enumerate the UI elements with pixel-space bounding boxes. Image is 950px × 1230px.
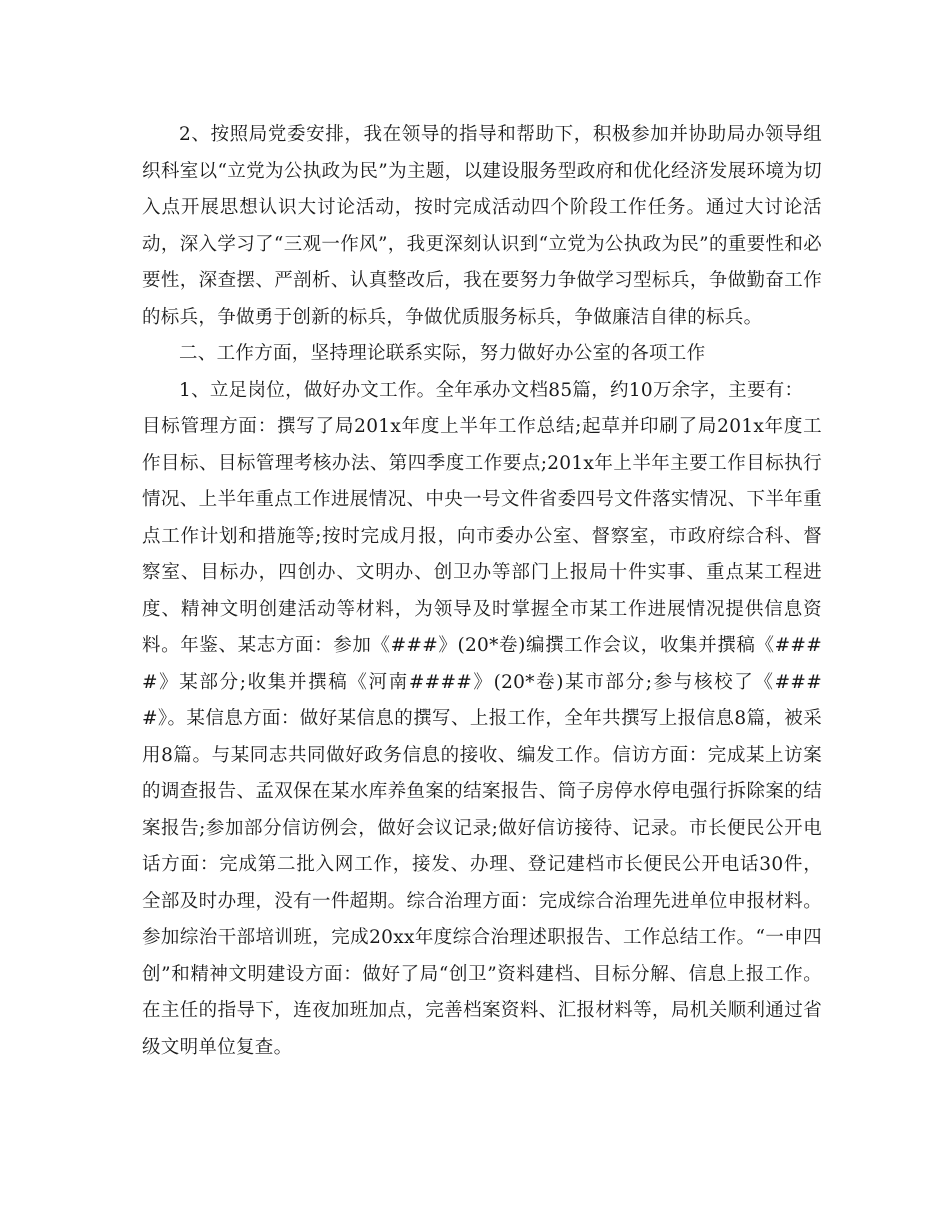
paragraph-item-2: 2、按照局党委安排，我在领导的指导和帮助下，积极参加并协助局办领导组织科室以“立党为公执政为民”为主题，以建设服务型政府和优化经济发展环境为切入点开展思想认识大讨论活动，按时完成活动四个阶段工作任务。通过大讨论活动，深入学习了“三观一作风”，我更深刻认识到“立党为公执政为民”的重要性和必要性，深查摆、严剖析、认真整改后，我在要努力争做学习型标兵，争做勤奋工作的标兵，争做勇于创新的标兵，争做优质服务标兵，争做廉洁自律的标兵。 — [142, 124, 822, 328]
document-body — [142, 117, 822, 1066]
paragraph-details: 目标管理方面：撰写了局201x年度上半年工作总结;起草并印刷了局201x年度工作目标、目标管理考核办法、第四季度工作要点;201x年上半年主要工作目标执行情况、上半年重点工作进展情况、中央一号文件省委四号文件落实情况、下半年重点工作计划和措施等;按时完成月报，向市委办公室、督察室，市政府综合科、督察室、目标办，四创办、文明办、创卫办等部门上报局十件实事、重点某工程进度、精神文明创建活动等材料，为领导及时掌握全市某工作进展情况提供信息资料。年鉴、某志方面：参加《###》(20*卷)编撰工作会议，收集并撰稿《####》某部分;收集并撰稿《河南####》(20*卷)某市部分;参与核校了《####》。某信息方面：做好某信息的撰写、上报工作，全年共撰写上报信息8篇，被采用8篇。与某同志共同做好政务信息的接收、编发工作。信访方面：完成某上访案的调查报告、孟双保在某水库养鱼案的结案报告、筒子房停水停电强行拆除案的结案报告;参加部分信访例会，做好会议记录;做好信访接待、记录。市长便民公开电话方面：完成第二批入网工作，接发、办理、登记建档市长便民公开电话30件，全部及时办理，没有一件超期。综合治理方面：完成综合治理先进单位申报材料。参加综治干部培训班，完成20xx年度综合治理述职报告、工作总结工作。“一申四创”和精神文明建设方面：做好了局“创卫”资料建档、目标分解、信息上报工作。在主任的指导下，连夜加班加点，完善档案资料、汇报材料等，局机关顺利通过省级文明单位复查。 — [142, 416, 822, 1058]
section-heading-work: 二、工作方面，坚持理论联系实际，努力做好办公室的各项工作 — [179, 343, 706, 364]
paragraph-item-1: 1、立足岗位，做好办文工作。全年承办文档85篇，约10万余字，主要有： — [179, 379, 804, 401]
